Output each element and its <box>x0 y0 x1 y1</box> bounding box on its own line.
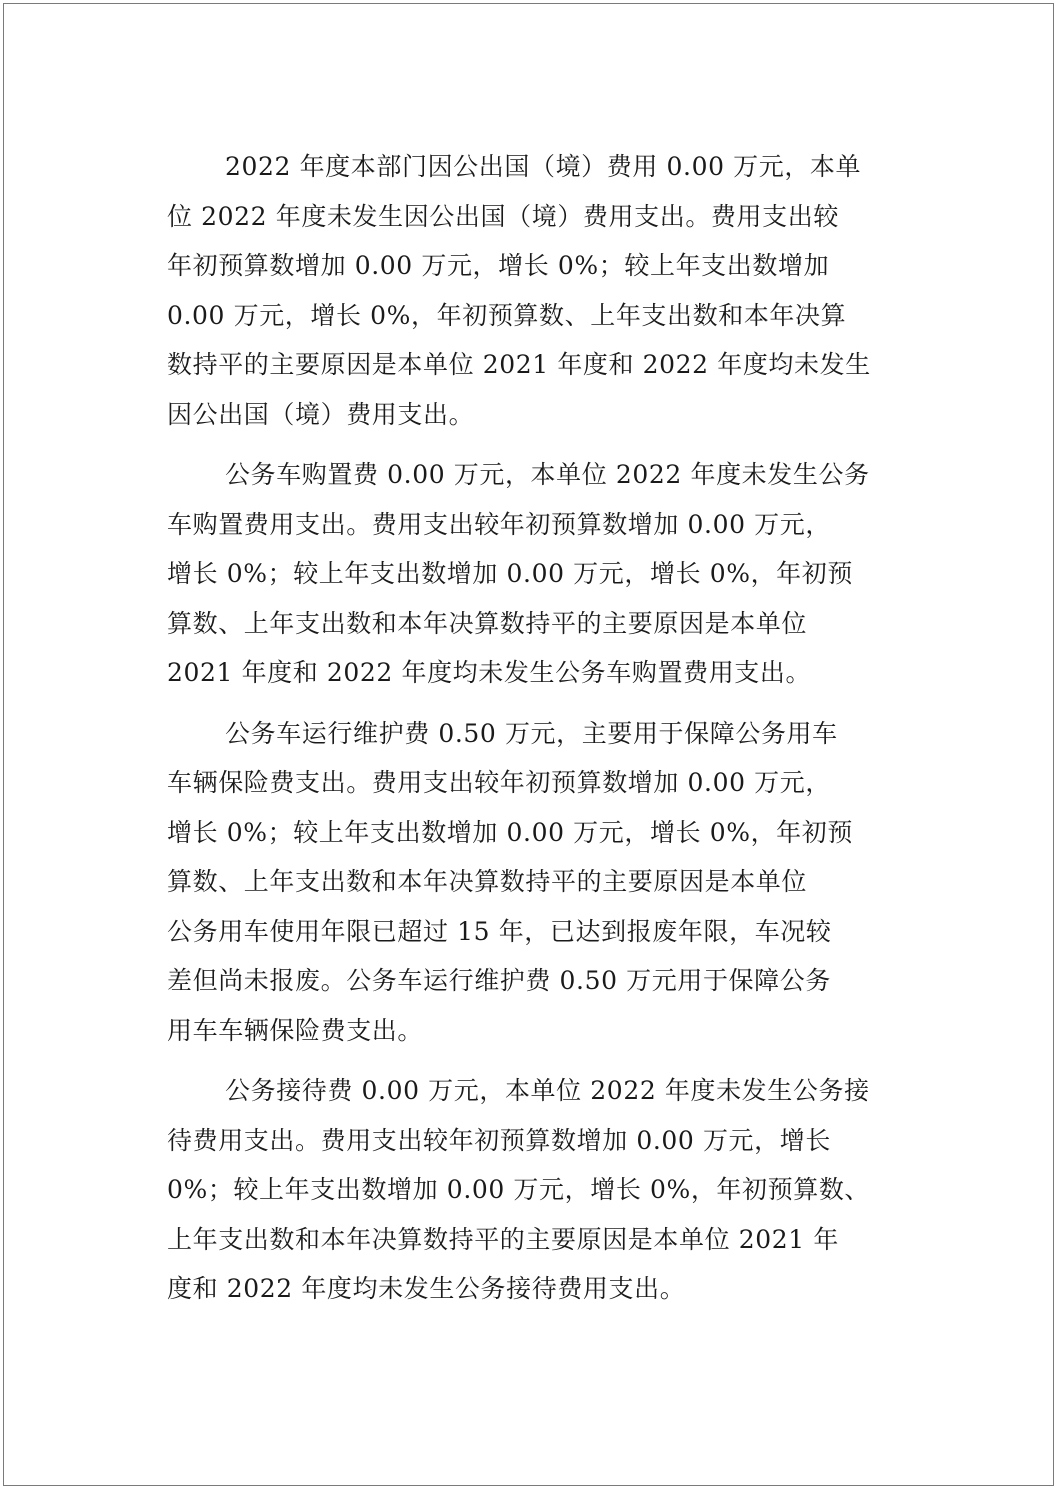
text-line: 度和 2022 年度均未发生公务接待费用支出。 <box>167 1274 686 1303</box>
text-line: 车购置费用支出。费用支出较年初预算数增加 0.00 万元， <box>167 509 831 539</box>
text-line: 上年支出数和本年决算数持平的主要原因是本单位 2021 年 <box>167 1224 839 1254</box>
text-line: 算数、上年支出数和本年决算数持平的主要原因是本单位 <box>167 608 808 638</box>
text-line: 0.00 万元，增长 0%，年初预算数、上年支出数和本年决算 <box>167 300 847 330</box>
text-line: 位 2022 年度未发生因公出国（境）费用支出。费用支出较 <box>167 201 839 231</box>
text-line: 算数、上年支出数和本年决算数持平的主要原因是本单位 <box>167 867 808 896</box>
text-line: 增长 0%；较上年支出数增加 0.00 万元，增长 0%，年初预 <box>167 817 853 847</box>
text-line: 公务车运行维护费 0.50 万元，主要用于保障公务用车 <box>225 718 838 748</box>
paragraph-vehicle-purchase <box>167 450 927 698</box>
text-line: 车辆保险费支出。费用支出较年初预算数增加 0.00 万元， <box>167 768 831 797</box>
text-line: 增长 0%；较上年支出数增加 0.00 万元，增长 0%，年初预 <box>167 559 853 588</box>
text-line: 2021 年度和 2022 年度均未发生公务车购置费用支出。 <box>167 658 812 687</box>
text-line: 年初预算数增加 0.00 万元，增长 0%；较上年支出数增加 <box>167 251 830 280</box>
text-line: 因公出国（境）费用支出。 <box>167 399 475 429</box>
text-line: 0%；较上年支出数增加 0.00 万元，增长 0%，年初预算数、 <box>167 1175 871 1204</box>
text-line: 数持平的主要原因是本单位 2021 年度和 2022 年度均未发生 <box>167 350 871 379</box>
paragraph-official-reception <box>167 1066 927 1314</box>
text-line: 公务用车使用年限已超过 15 年，已达到报废年限，车况较 <box>167 916 832 946</box>
text-line: 2022 年度本部门因公出国（境）费用 0.00 万元，本单 <box>225 152 862 181</box>
text-line: 用车车辆保险费支出。 <box>167 1015 424 1045</box>
document-body <box>167 142 927 1325</box>
text-line: 公务接待费 0.00 万元，本单位 2022 年度未发生公务接 <box>225 1076 870 1105</box>
text-line: 待费用支出。费用支出较年初预算数增加 0.00 万元，增长 <box>167 1125 831 1155</box>
document-page <box>3 3 1054 1486</box>
paragraph-vehicle-maintenance <box>167 709 927 1056</box>
text-line: 差但尚未报废。公务车运行维护费 0.50 万元用于保障公务 <box>167 966 831 995</box>
paragraph-overseas-travel <box>167 142 927 439</box>
text-line: 公务车购置费 0.00 万元，本单位 2022 年度未发生公务 <box>225 460 870 489</box>
